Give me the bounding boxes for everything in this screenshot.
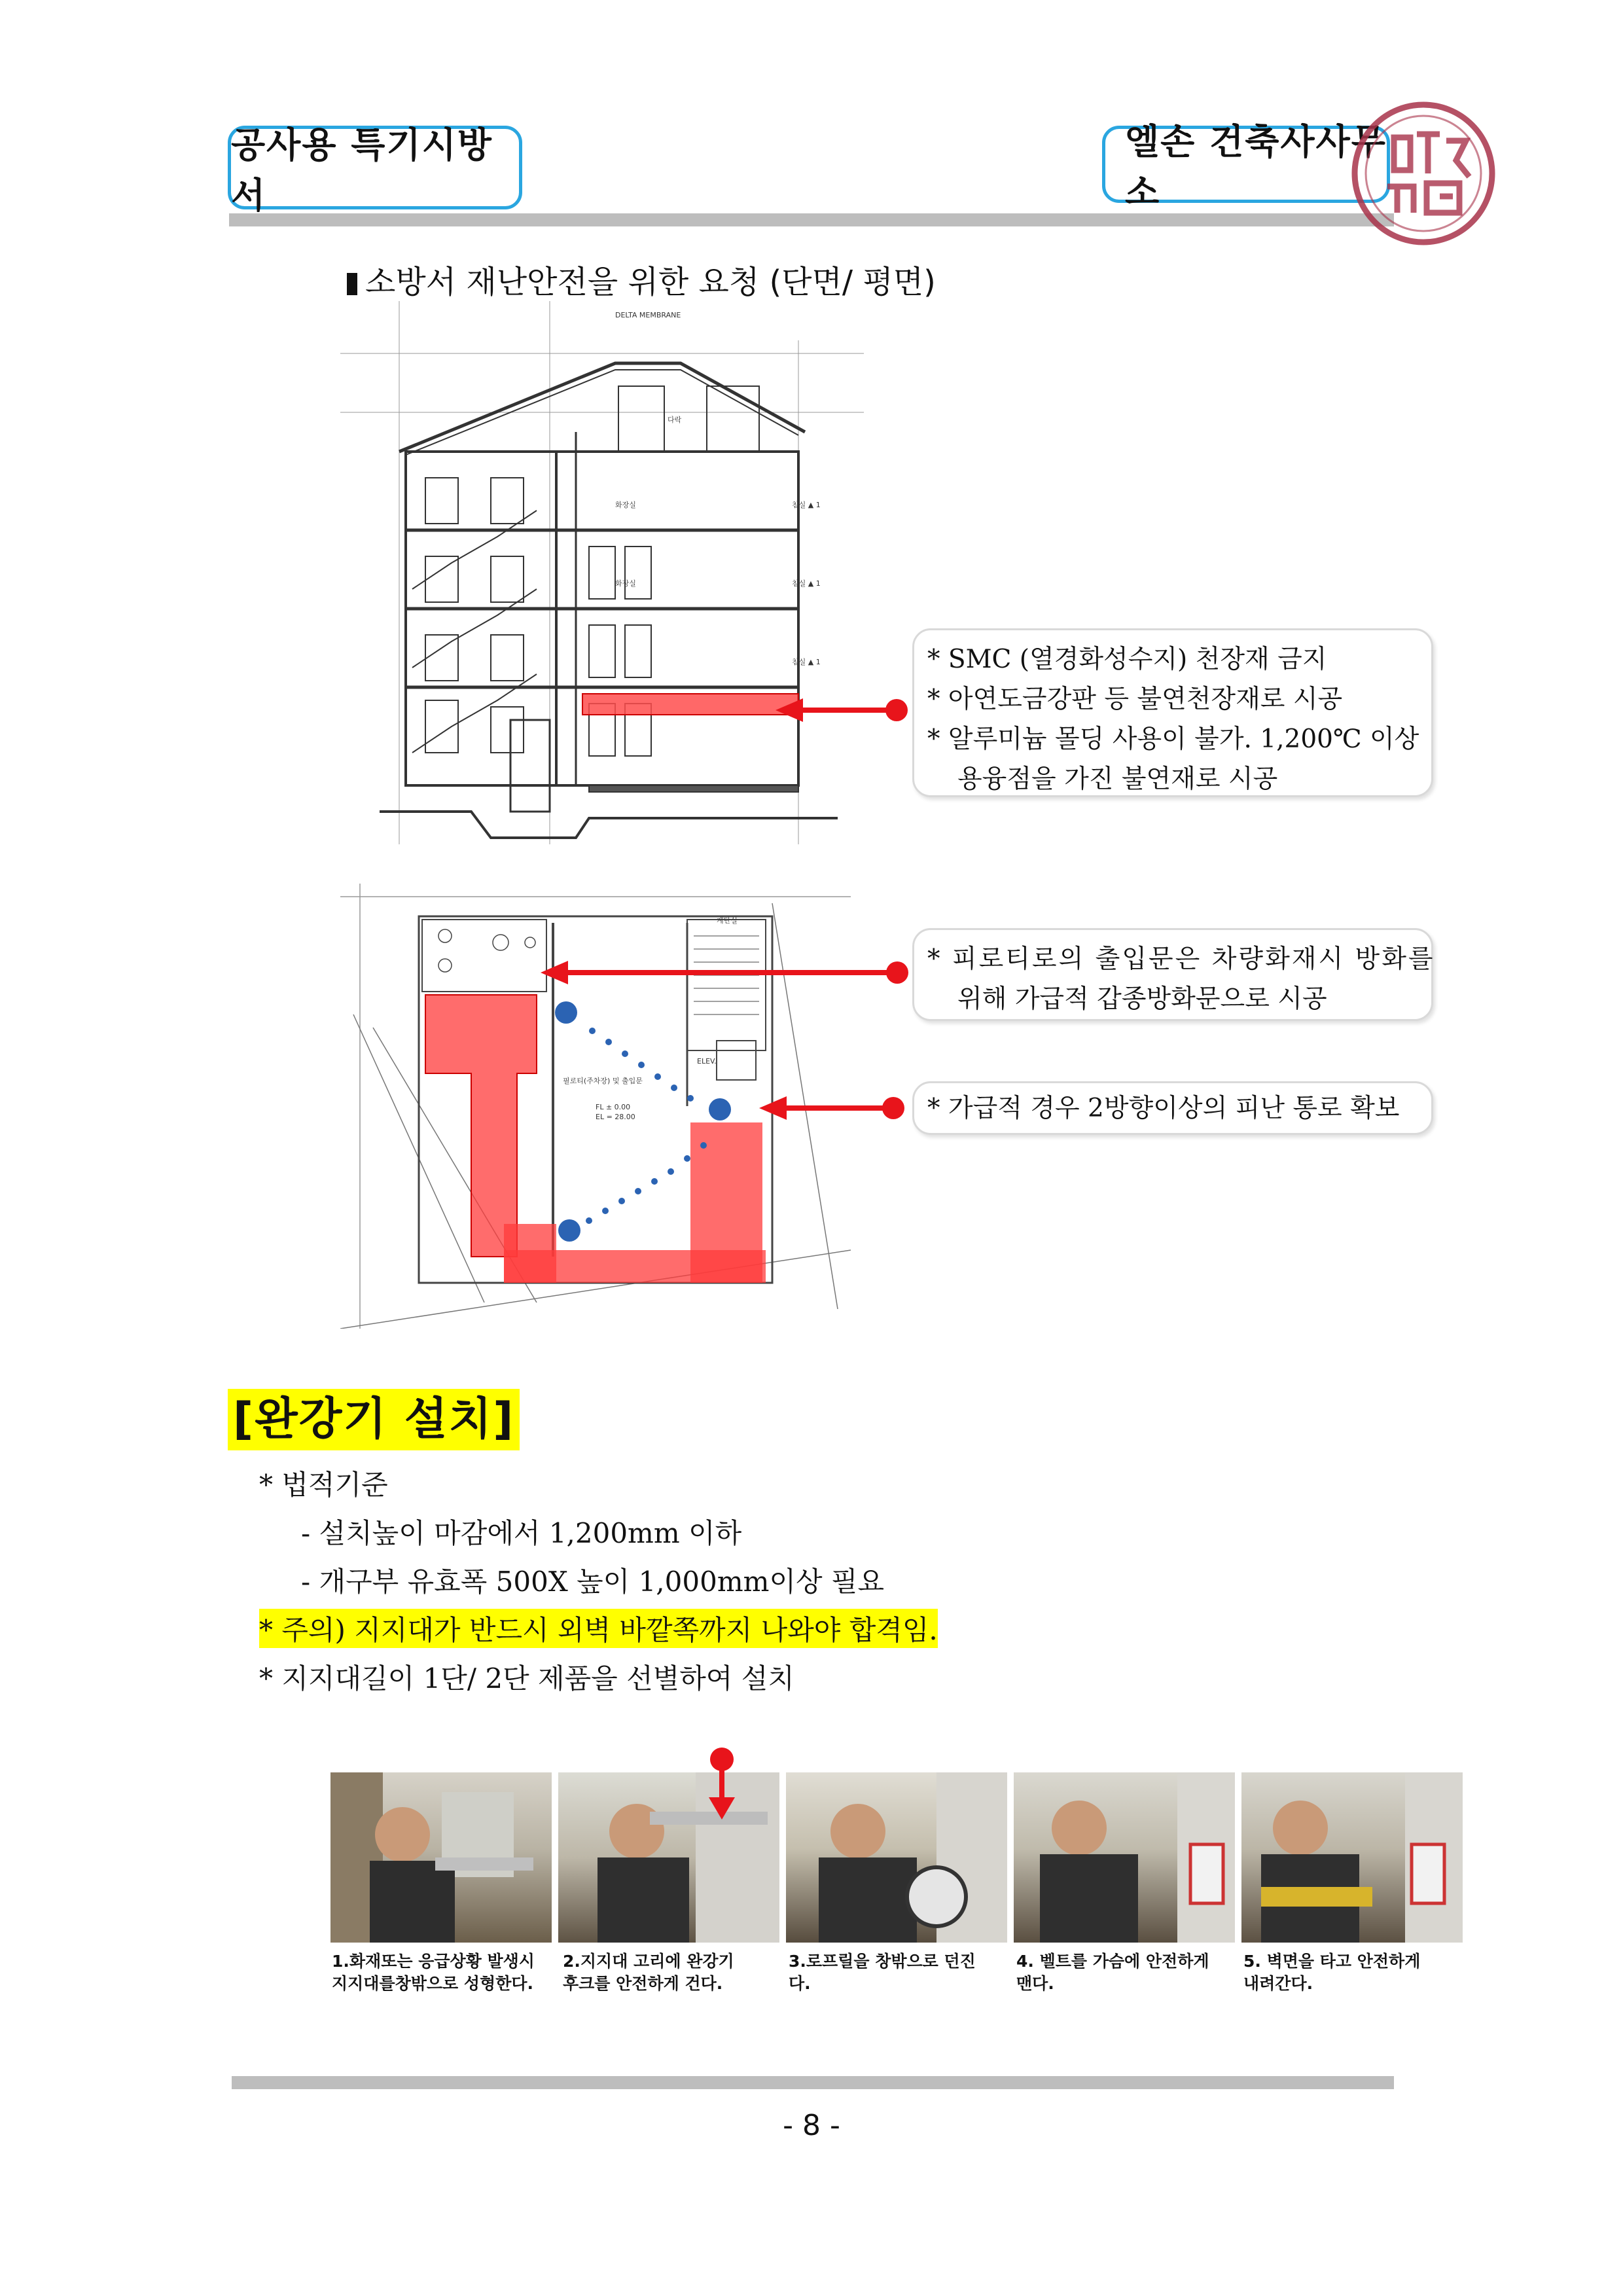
header-left-title: 공사용 특기시방서 — [231, 124, 493, 216]
arrow-to-ceiling — [776, 697, 906, 723]
room-label: 침실 ▲ 1 — [792, 501, 821, 509]
photo-caption-2 — [563, 1950, 734, 1995]
wangang-heading: [완강기 설치] — [228, 1389, 520, 1450]
section-title — [347, 257, 936, 302]
wangang-item-length: * 지지대길이 1단/ 2단 제품을 선별하여 설치 — [259, 1662, 794, 1695]
photo-step-3 — [786, 1772, 1007, 1943]
section-title-text: 소방서 재난안전을 위한 요청 (단면/ 평면) — [365, 264, 936, 300]
callout-line: 용융점을 가진 불연재로 시공 — [957, 764, 1278, 794]
callout-line: * 아연도금강판 등 불연천장재로 시공 — [927, 685, 1343, 714]
caption-line: 1.화재또는 응급상황 발생시 — [332, 1952, 535, 1971]
wangang-item-height: - 설치높이 마감에서 1,200mm 이하 — [301, 1517, 742, 1549]
arrow-to-escape-door — [759, 1095, 903, 1121]
callout-line: * 가급적 경우 2방향이상의 피난 통로 확보 — [927, 1094, 1400, 1123]
caption-line: 3.로프릴을 창밖으로 던진 — [789, 1952, 976, 1971]
header-right-title: 엘손 건축사사무소 — [1125, 121, 1387, 213]
arrow-to-pilotis-door — [541, 960, 907, 986]
callout-line: 위해 가급적 갑종방화문으로 시공 — [957, 984, 1327, 1014]
building-section-drawing — [340, 301, 864, 844]
square-bullet-icon — [347, 273, 357, 295]
footer-rule — [232, 2076, 1394, 2089]
room-label: 침실 ▲ 1 — [792, 658, 821, 666]
plan-label: ELEV. — [697, 1057, 717, 1066]
office-seal-stamp — [1348, 98, 1499, 249]
photo-step-4 — [1014, 1772, 1235, 1943]
plan-label: 필로티(주차장) 및 출입문 — [563, 1077, 643, 1085]
note-label: DELTA MEMBRANE — [615, 311, 681, 319]
photo-caption-4 — [1016, 1950, 1209, 1995]
callout-line: * 피로티로의 출입문은 차량화재시 방화를 — [927, 944, 1435, 974]
photo-caption-5 — [1243, 1950, 1420, 1995]
photo-caption-3 — [789, 1950, 976, 1995]
caption-line: 2.지지대 고리에 완강기 — [563, 1952, 734, 1971]
callout-ceiling-material — [912, 628, 1433, 797]
caption-line: 지지대를창밖으로 성형한다. — [332, 1974, 534, 1993]
arrow-down-to-hook — [702, 1746, 741, 1825]
header-left-title-box — [228, 124, 522, 216]
callout-pilotis-door — [912, 928, 1433, 1021]
callout-line: * SMC (열경화성수지) 천장재 금지 — [927, 645, 1327, 674]
caption-line: 내려간다. — [1243, 1974, 1313, 1993]
photo-step-1 — [330, 1772, 552, 1943]
room-label: 다락 — [668, 416, 682, 424]
caption-line: 후크를 안전하게 건다. — [563, 1974, 723, 1993]
wangang-item-opening: - 개구부 유효폭 500X 높이 1,000mm이상 필요 — [301, 1566, 885, 1598]
caption-line: 다. — [789, 1974, 811, 1993]
plan-label: 계단실 — [717, 916, 738, 925]
room-label: 화장실 — [615, 579, 636, 588]
page-number: - 8 - — [783, 2109, 840, 2142]
wangang-item-legal: * 법적기준 — [259, 1469, 388, 1501]
photo-step-2 — [558, 1772, 779, 1943]
level-mark-2: EL = 28.00 — [596, 1113, 635, 1121]
photo-step-5 — [1241, 1772, 1463, 1943]
caption-line: 맨다. — [1016, 1974, 1054, 1993]
callout-line: * 알루미늄 몰딩 사용이 불가. 1,200℃ 이상 — [927, 725, 1419, 754]
photo-caption-1 — [332, 1950, 535, 1995]
room-label: 침실 ▲ 1 — [792, 579, 821, 588]
level-mark: FL ± 0.00 — [596, 1103, 631, 1111]
callout-escape-route — [912, 1081, 1433, 1135]
wangang-item-caution: * 주의) 지지대가 반드시 외벽 바깥쪽까지 나와야 합격임. — [259, 1609, 938, 1648]
caption-line: 4. 벨트를 가슴에 안전하게 — [1016, 1952, 1209, 1971]
caption-line: 5. 벽면을 타고 안전하게 — [1243, 1952, 1421, 1971]
header-right-title-box — [1102, 121, 1390, 213]
room-label: 화장실 — [615, 501, 636, 509]
